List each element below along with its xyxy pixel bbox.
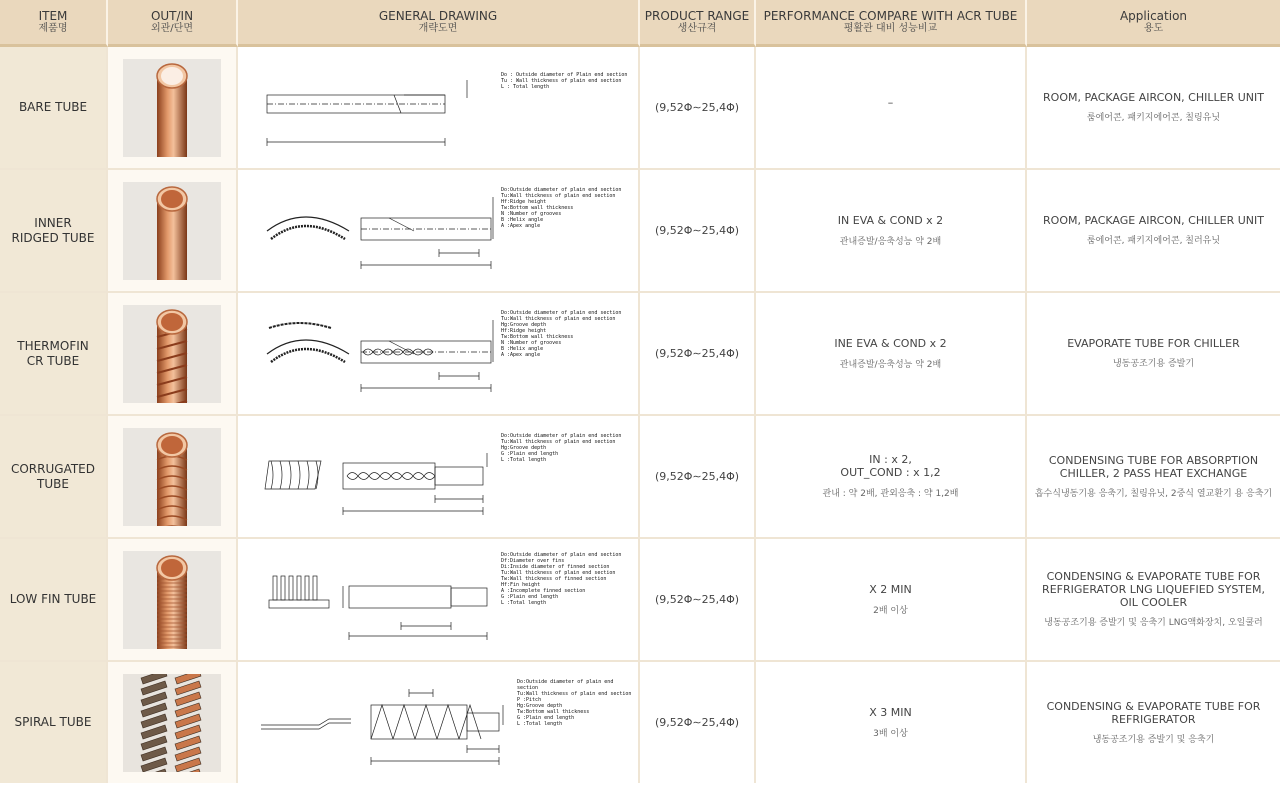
legend-line: Tw:Bottom wall thickness <box>501 334 574 340</box>
drawing-legend <box>517 679 637 727</box>
product-name-line1: THERMOFIN <box>17 338 89 353</box>
product-name-line1: INNER <box>34 215 72 230</box>
application-cell <box>1027 170 1280 293</box>
technical-drawing-cell <box>238 416 640 539</box>
legend-line: A :Apex angle <box>501 223 541 229</box>
technical-drawing-cell <box>238 539 640 662</box>
application-cell <box>1027 539 1280 662</box>
technical-drawing <box>239 419 637 534</box>
application-en: EVAPORATE TUBE FOR CHILLER <box>1067 337 1240 350</box>
product-name-line1: BARE TUBE <box>18 100 88 114</box>
performance-kr: 3배 이상 <box>873 728 908 739</box>
legend-line: N :Number of grooves <box>501 340 562 346</box>
performance-en: X 3 MIN <box>869 705 912 719</box>
application-kr: 냉동공조기용 증발기 <box>1112 359 1195 369</box>
product-row <box>0 170 1280 293</box>
performance-kr: 2배 이상 <box>873 605 908 616</box>
legend-line: L :Total length <box>517 721 563 727</box>
application-kr: 룸에어콘, 패키지에어콘, 칠링유닛 <box>1086 113 1221 123</box>
product-name <box>0 47 108 170</box>
technical-drawing <box>239 173 637 288</box>
performance-kr: 관내 : 약 2배, 관외응축 : 약 1,2배 <box>822 489 959 499</box>
legend-line: Do:Outside diameter of plain end section <box>517 679 614 691</box>
copper-tube-photo <box>123 674 221 772</box>
legend-line: Do:Outside diameter of plain end section <box>501 310 622 316</box>
tube-photo-cell <box>108 293 238 416</box>
product-name <box>0 662 108 783</box>
legend-line: Do:Outside diameter of plain end section <box>501 433 622 439</box>
performance-cell <box>756 47 1027 170</box>
product-range: (9,52Φ∼25,4Φ) <box>640 416 756 539</box>
product-row <box>0 662 1280 783</box>
legend-line: G :Plain end length <box>501 594 559 600</box>
product-name-line2: CR TUBE <box>26 353 80 368</box>
legend-line: N :Number of grooves <box>501 211 562 217</box>
product-row <box>0 47 1280 170</box>
technical-drawing <box>239 50 637 165</box>
product-range: (9,52Φ∼25,4Φ) <box>640 47 756 170</box>
technical-drawing <box>239 296 637 411</box>
performance-cell <box>756 662 1027 783</box>
copper-tube-photo <box>123 428 221 526</box>
performance-kr: 관내증발/응축성능 약 2배 <box>839 236 942 247</box>
legend-line: Tu:Wall thickness of plain end section <box>501 316 616 322</box>
legend-line: B :Helix angle <box>501 346 544 352</box>
legend-line: Tu : Wall thickness of plain end section <box>501 78 622 84</box>
product-name <box>0 539 108 662</box>
performance-cell <box>756 539 1027 662</box>
tube-photo-cell <box>108 47 238 170</box>
application-kr: 룸에어콘, 패키지에어콘, 칠러유닛 <box>1086 236 1221 246</box>
header-row <box>0 0 1280 47</box>
legend-line: L :Total length <box>501 457 547 463</box>
performance-en: X 2 MIN <box>869 582 912 596</box>
legend-line: Hf:Ridge height <box>501 328 547 334</box>
tube-photo-cell <box>108 170 238 293</box>
legend-line: Tu:Wall thickness of plain end section <box>501 439 616 445</box>
technical-drawing-cell <box>238 170 640 293</box>
technical-drawing-cell <box>238 662 640 783</box>
drawing-legend <box>501 552 621 606</box>
legend-line: Do:Outside diameter of plain end section <box>501 187 622 193</box>
technical-drawing-cell <box>238 293 640 416</box>
tube-photo-cell <box>108 539 238 662</box>
header-range: PRODUCT RANGE 생산규격 <box>640 0 756 47</box>
tube-photo-cell <box>108 416 238 539</box>
legend-line: A :Incomplete finned section <box>501 588 586 594</box>
product-name-line1: LOW FIN TUBE <box>9 592 97 606</box>
product-range: (9,52Φ∼25,4Φ) <box>640 293 756 416</box>
application-cell <box>1027 662 1280 783</box>
drawing-legend <box>501 72 627 90</box>
legend-line: Hg:Groove depth <box>501 445 547 451</box>
application-en: CONDENSING & EVAPORATE TUBE FOR REFRIGERATOR <box>1046 699 1261 726</box>
performance-en: – <box>887 96 894 109</box>
header-out-in: OUT/IN 외관/단면 <box>108 0 238 47</box>
product-range: (9,52Φ∼25,4Φ) <box>640 170 756 293</box>
legend-line: Tw:Bottom wall thickness <box>517 709 590 715</box>
header-application: Application 용도 <box>1027 0 1280 47</box>
legend-line: Tu:Wall thickness of plain end section <box>501 570 616 576</box>
header-item: ITEM 제품명 <box>0 0 108 47</box>
performance-en-2: OUT_COND : x 1,2 <box>840 466 941 479</box>
legend-line: L : Total length <box>501 84 550 90</box>
performance-cell <box>756 293 1027 416</box>
performance-en: IN EVA & COND x 2 <box>837 213 944 227</box>
performance-cell <box>756 416 1027 539</box>
product-name <box>0 416 108 539</box>
product-range: (9,52Φ∼25,4Φ) <box>640 662 756 783</box>
product-name <box>0 170 108 293</box>
product-row <box>0 293 1280 416</box>
product-name-line2: RIDGED TUBE <box>11 230 95 245</box>
application-cell <box>1027 293 1280 416</box>
application-en: ROOM, PACKAGE AIRCON, CHILLER UNIT <box>1043 214 1264 227</box>
legend-line: L :Total length <box>501 600 547 606</box>
legend-line: Hg:Groove depth <box>501 322 547 328</box>
product-name-line2: TUBE <box>37 476 69 491</box>
legend-line: G :Plain end length <box>517 715 575 721</box>
legend-line: Hg:Groove depth <box>517 703 563 709</box>
legend-line: Tu:Wall thickness of plain end section <box>517 691 632 697</box>
application-kr: 냉동공조기용 증발기 및 응축기 LNG액화장치, 오일쿨러 <box>1044 618 1263 628</box>
application-kr: 흡수식냉동기용 응축기, 칠링유닛, 2중식 열교환기 용 응축기 <box>1034 488 1273 499</box>
legend-line: Df:Diameter over fins <box>501 558 565 564</box>
legend-line: Tu:Wall thickness of plain end section <box>501 193 616 199</box>
copper-tube-photo <box>123 182 221 280</box>
header-drawing: GENERAL DRAWING 개략도면 <box>238 0 640 47</box>
drawing-legend <box>501 433 621 463</box>
application-kr: 냉동공조기용 증발기 및 응축기 <box>1092 734 1215 745</box>
product-name-line1: CORRUGATED <box>10 461 95 476</box>
copper-tube-photo <box>123 59 221 157</box>
copper-tube-photo <box>123 551 221 649</box>
header-performance: PERFORMANCE COMPARE WITH ACR TUBE 평활관 대비 성능비교 <box>756 0 1027 47</box>
legend-line: B :Helix angle <box>501 217 544 223</box>
application-en: CONDENSING TUBE FOR ABSORPTION CHILLER, 2 PASS HEAT EXCHANGE <box>1048 453 1259 480</box>
application-cell <box>1027 416 1280 539</box>
drawing-legend <box>501 187 621 229</box>
legend-line: Hf:Fin height <box>501 582 541 588</box>
product-row <box>0 539 1280 662</box>
legend-line: Do:Outside diameter of plain end section <box>501 552 622 558</box>
legend-line: Tw:Bottom wall thickness <box>501 205 574 211</box>
application-en: CONDENSING & EVAPORATE TUBE FOR REFRIGERATOR LNG LIQUEFIED SYSTEM, OIL COOLER <box>1042 570 1265 609</box>
technical-drawing-cell <box>238 47 640 170</box>
legend-line: Do : Outside diameter of Plain end section <box>501 72 628 78</box>
performance-en: INE EVA & COND x 2 <box>834 336 947 350</box>
drawing-legend <box>501 310 621 358</box>
legend-line: G :Plain end length <box>501 451 559 457</box>
application-en: ROOM, PACKAGE AIRCON, CHILLER UNIT <box>1043 91 1264 104</box>
tube-photo-cell <box>108 662 238 783</box>
legend-line: Hf:Ridge height <box>501 199 547 205</box>
technical-drawing <box>239 665 637 780</box>
performance-en: IN : x 2, <box>869 453 912 466</box>
performance-cell <box>756 170 1027 293</box>
legend-line: Tw:Wall thickness of finned section <box>501 576 607 582</box>
product-name-line1: SPIRAL TUBE <box>14 715 92 729</box>
legend-line: Di:Inside diameter of finned section <box>501 564 610 570</box>
legend-line: A :Apex angle <box>501 352 541 358</box>
application-cell <box>1027 47 1280 170</box>
product-name <box>0 293 108 416</box>
legend-line: P :Pitch <box>517 697 542 703</box>
performance-kr: 관내증발/응축성능 약 2배 <box>839 359 942 370</box>
copper-tube-photo <box>123 305 221 403</box>
product-row <box>0 416 1280 539</box>
technical-drawing <box>239 542 637 657</box>
product-range: (9,52Φ∼25,4Φ) <box>640 539 756 662</box>
